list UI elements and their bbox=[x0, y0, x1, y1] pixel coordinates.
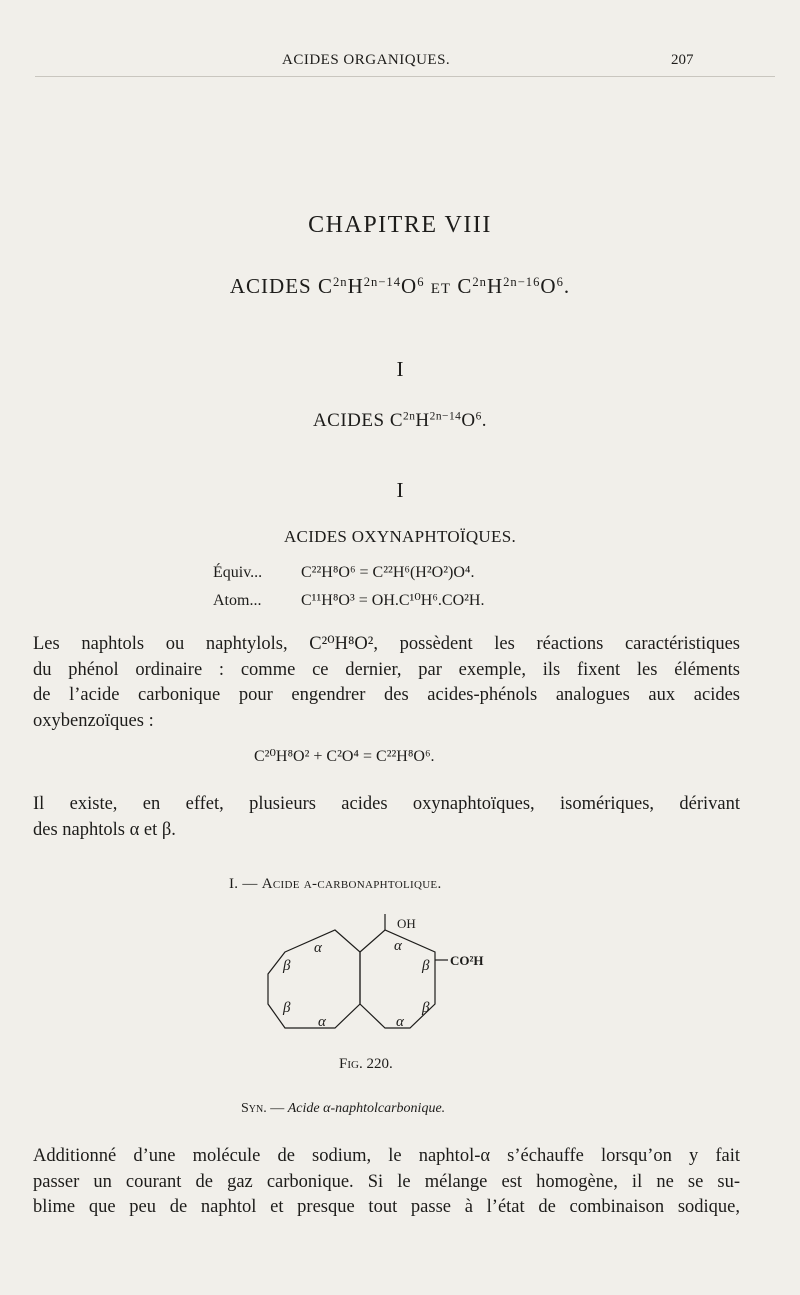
equiv-formula: C²²H⁸O⁶ = C²²H⁶(H²O²)O⁴. bbox=[301, 564, 475, 581]
beta-label: β bbox=[283, 958, 291, 974]
part-roman-numeral: I bbox=[396, 357, 404, 381]
paragraph-line: de l’acide carbonique pour engendrer des acides-phénols analogues aux acides bbox=[33, 685, 740, 705]
paragraph-line: passer un courant de gaz carbonique. Si le mélange est homogène, il ne se su- bbox=[33, 1171, 740, 1192]
beta-label: β bbox=[422, 1000, 430, 1016]
paragraph-sodium bbox=[33, 1144, 740, 1221]
running-head: ACIDES ORGANIQUES. bbox=[282, 52, 451, 68]
atom-formula: C¹¹H⁸O³ = OH.C¹⁰H⁶.CO²H. bbox=[301, 592, 485, 609]
page-number: 207 bbox=[671, 52, 694, 68]
paragraph-naphtols bbox=[33, 632, 740, 734]
paragraph-line: Additionné d’une molécule de sodium, le naphtol-α s’échauffe lorsqu’on y fait bbox=[33, 1146, 740, 1166]
paragraph-line: Il existe, en effet, plusieurs acides oxynaphtoïques, isomériques, dérivant bbox=[33, 794, 740, 814]
carbonic-equation: C²⁰H⁸O² + C²O⁴ = C²²H⁸O⁶. bbox=[254, 748, 435, 765]
figure-caption: Fig. 220. bbox=[339, 1056, 393, 1072]
atom-label: Atom... bbox=[213, 592, 262, 609]
header-rule bbox=[35, 76, 775, 77]
synonym-line: Syn. — Acide α-naphtolcarbonique. bbox=[241, 1101, 446, 1116]
equiv-label: Équiv... bbox=[213, 564, 263, 581]
part-title: ACIDES $C^{2n}H^{2n-14}O^6$. bbox=[312, 410, 488, 431]
paragraph-line: oxybenzoïques : bbox=[33, 710, 154, 731]
beta-label: β bbox=[283, 1000, 291, 1016]
paragraph-line: blime que peu de naphtol et presque tout passe à l’état de combinaison sodique, bbox=[33, 1197, 740, 1217]
paragraph-line: du phénol ordinaire : comme ce dernier, par exemple, ils fixent les éléments bbox=[33, 659, 740, 680]
alpha-label: α bbox=[318, 1014, 326, 1030]
co2h-label: CO²H bbox=[450, 953, 484, 968]
subpart-title: ACIDES OXYNAPHTOÏQUES. bbox=[283, 527, 517, 546]
alpha-label: α bbox=[394, 938, 402, 954]
atom-formula-row bbox=[213, 590, 484, 610]
alpha-label: α bbox=[396, 1014, 404, 1030]
alpha-label: α bbox=[314, 940, 322, 956]
naphthalene-structure-diagram bbox=[250, 900, 530, 1050]
paragraph-isomers bbox=[33, 792, 740, 843]
subpart-roman-numeral: I bbox=[396, 478, 404, 502]
section-title: ACIDES $C^{2n}H^{2n-14}O^6$ ET $C^{2n}H^{2n-16}O^6$. bbox=[229, 274, 571, 298]
paragraph-line: des naphtols α et β. bbox=[33, 819, 176, 840]
equiv-formula-row bbox=[213, 564, 474, 582]
paragraph-line: Les naphtols ou naphtylols, C²⁰H⁸O², possèdent les réactions caractéristiques bbox=[33, 634, 740, 654]
subsection-heading: I. — Acide α-carbonaphtolique. bbox=[229, 876, 442, 892]
chapter-title: CHAPITRE VIII bbox=[308, 212, 492, 238]
beta-label: β bbox=[422, 958, 430, 974]
oh-label: OH bbox=[397, 916, 416, 931]
